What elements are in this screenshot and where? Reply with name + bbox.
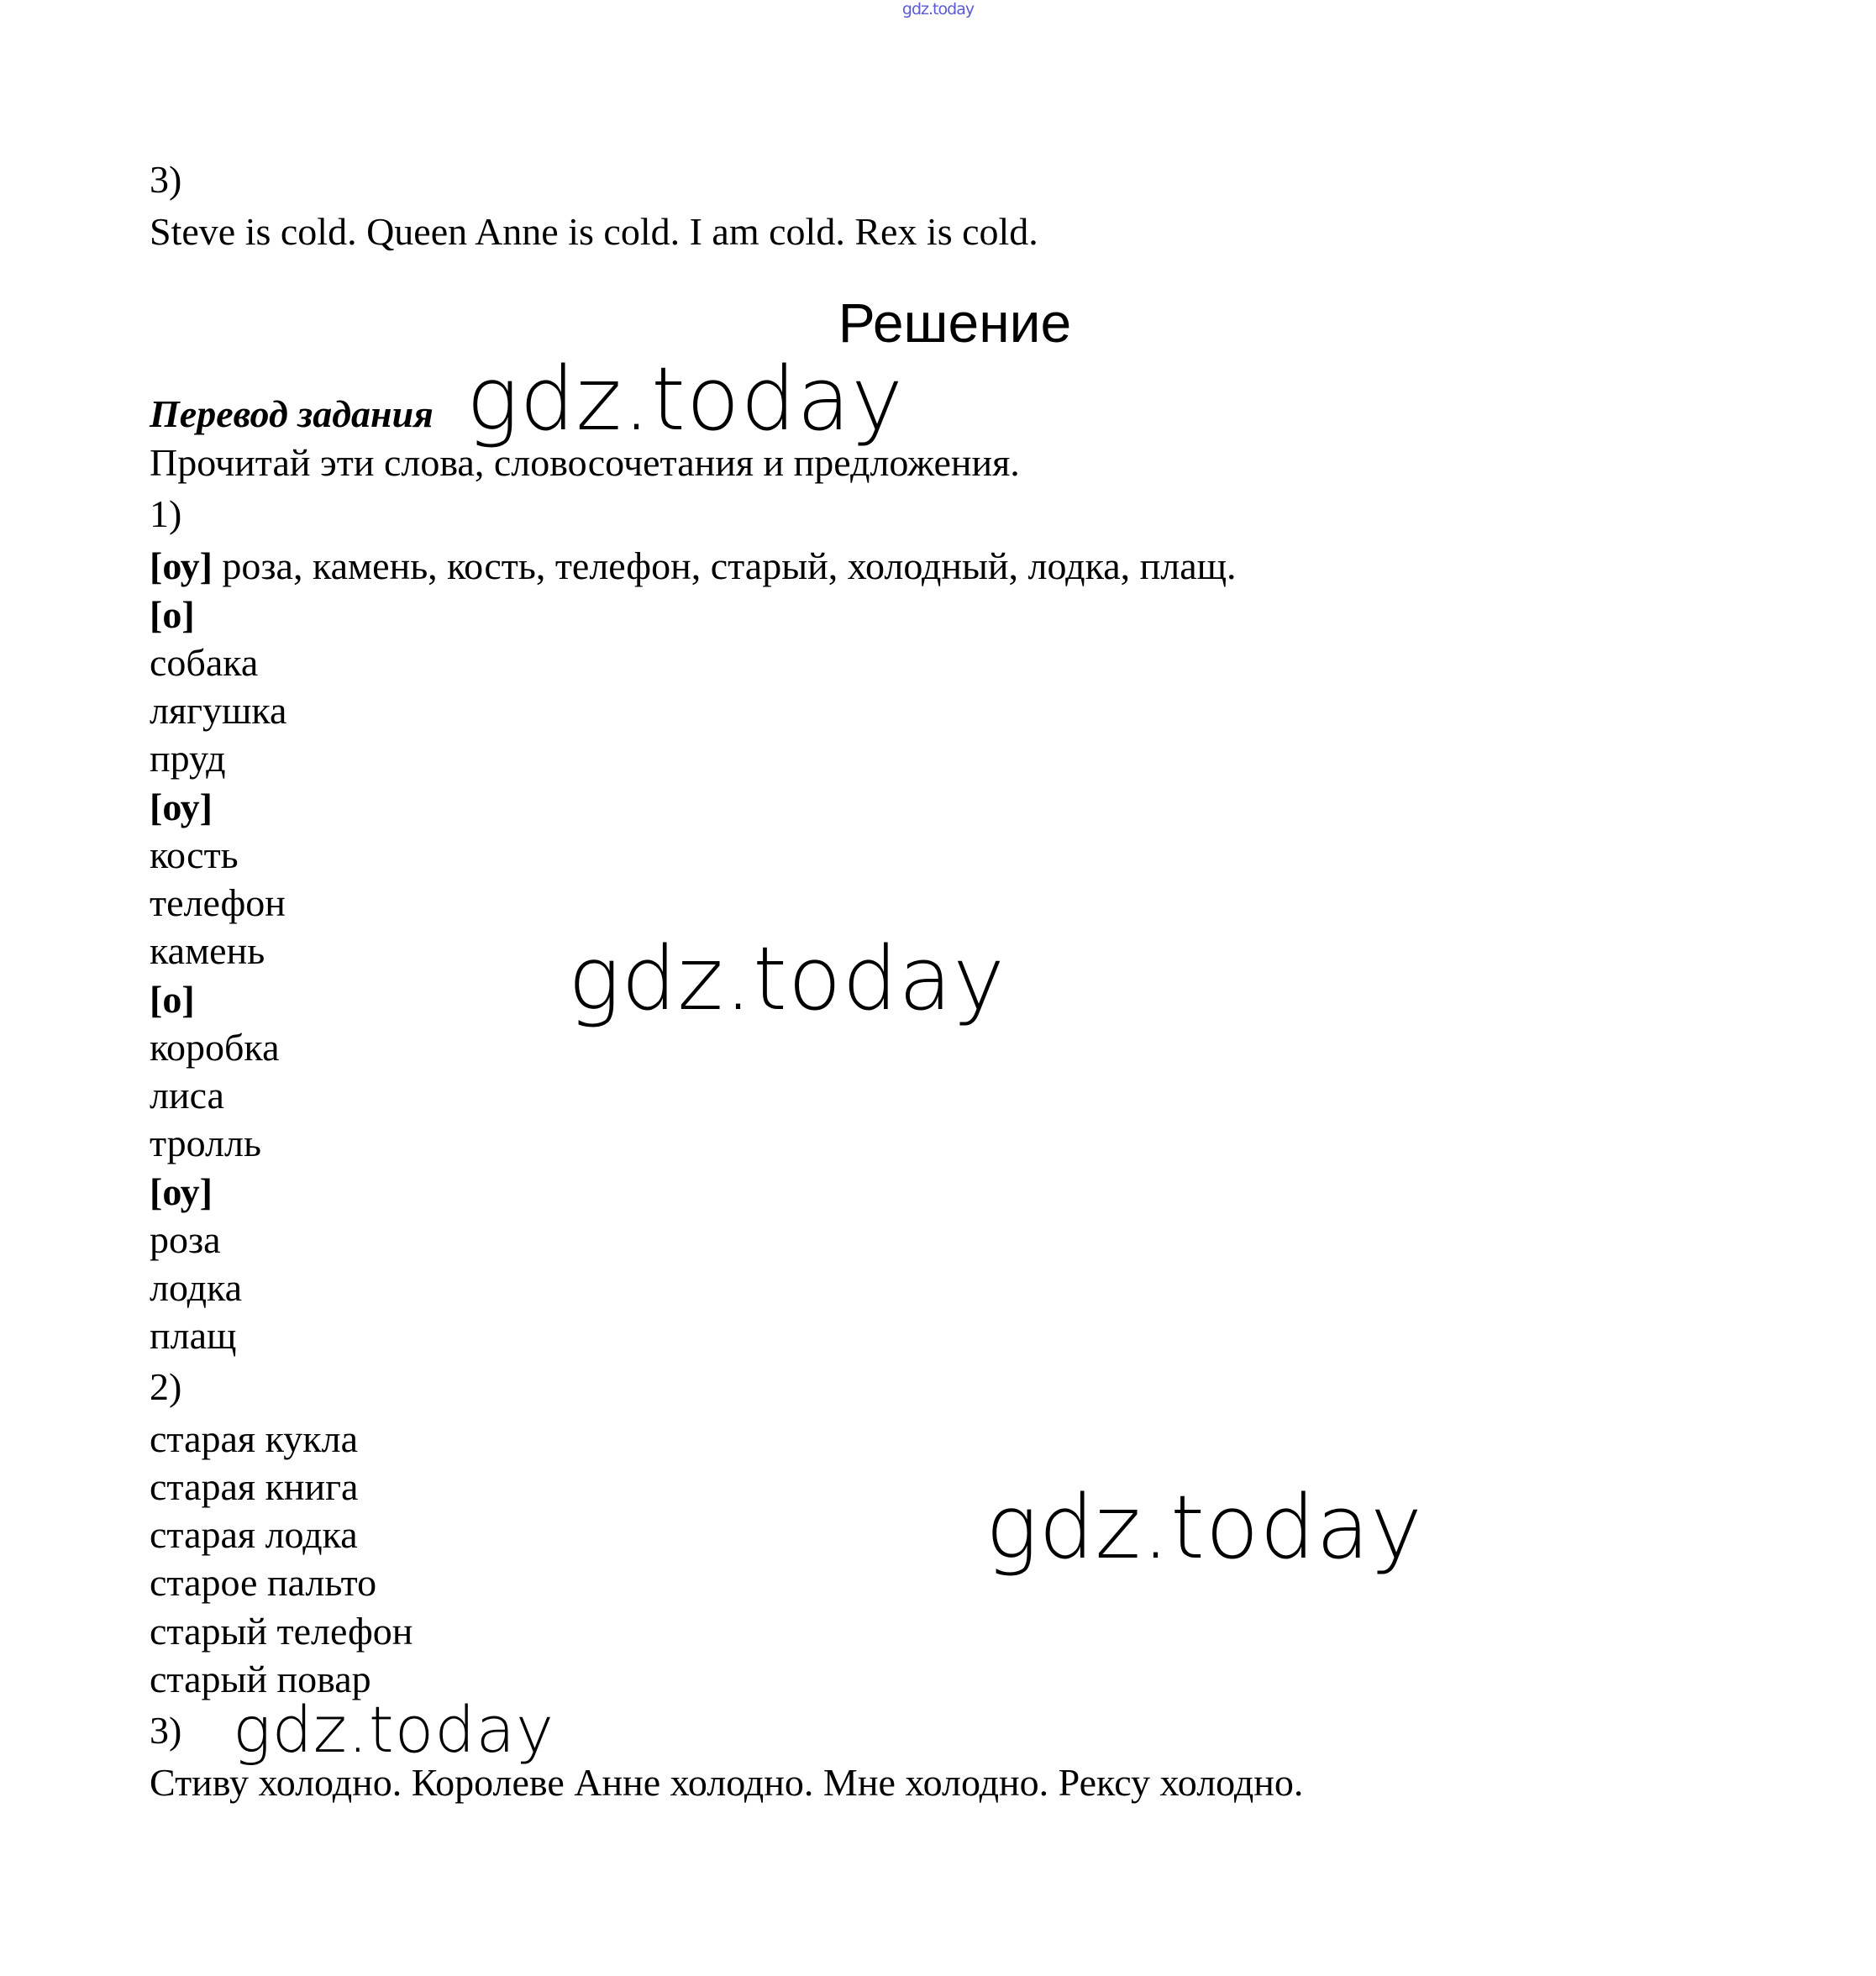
solution-heading: Решение [838, 292, 1072, 354]
group3-word: лиса [150, 1074, 224, 1117]
header-watermark: gdz.today [901, 0, 975, 18]
group4-word: плащ [150, 1314, 237, 1357]
group2-word: кость [150, 833, 239, 876]
group3-sound: [о] [150, 978, 195, 1021]
part2-phrase: старая книга [150, 1465, 359, 1508]
group3-word: коробка [150, 1026, 280, 1069]
group4-word: лодка [150, 1266, 243, 1309]
group4-sound: [оу] [150, 1170, 213, 1213]
group1-word: собака [150, 641, 259, 684]
watermark-4: gdz.today [233, 1692, 554, 1767]
part1-label: 1) [150, 492, 182, 535]
part3-label: 3) [150, 1709, 182, 1752]
group2-word: камень [150, 929, 265, 972]
part2-label: 2) [150, 1365, 182, 1408]
part2-phrase: старый повар [150, 1658, 371, 1700]
group1-word: лягушка [150, 689, 287, 732]
task-part3-label: 3) [150, 158, 182, 201]
part1-intro [150, 542, 1237, 590]
task-part3-text: Steve is cold. Queen Anne is cold. I am cold. Rex is cold. [150, 210, 1038, 253]
group1-word: пруд [150, 737, 226, 780]
part2-phrase: старый телефон [150, 1610, 413, 1653]
part3-text: Стиву холодно. Королеве Анне холодно. Мне холодно. Рексу холодно. [150, 1761, 1304, 1804]
watermark-2: gdz.today [568, 928, 1006, 1030]
group4-word: роза [150, 1218, 221, 1261]
watermark-1: gdz.today [466, 348, 904, 450]
watermark-3: gdz.today [985, 1476, 1423, 1579]
group2-word: телефон [150, 881, 286, 924]
group2-sound: [оу] [150, 786, 213, 828]
group3-word: тролль [150, 1122, 261, 1164]
part2-phrase: старое пальто [150, 1561, 377, 1604]
instruction-text: Прочитай эти слова, словосочетания и предложения. [150, 441, 1020, 484]
part2-phrase: старая лодка [150, 1513, 358, 1556]
group1-sound: [о] [150, 593, 195, 636]
translation-label: Перевод задания [150, 392, 434, 435]
part1-intro-words: роза, камень, кость, телефон, старый, холодный, лодка, плащ. [212, 544, 1237, 587]
part1-intro-sound: [оу] [150, 544, 213, 587]
part2-phrase: старая кукла [150, 1417, 358, 1460]
